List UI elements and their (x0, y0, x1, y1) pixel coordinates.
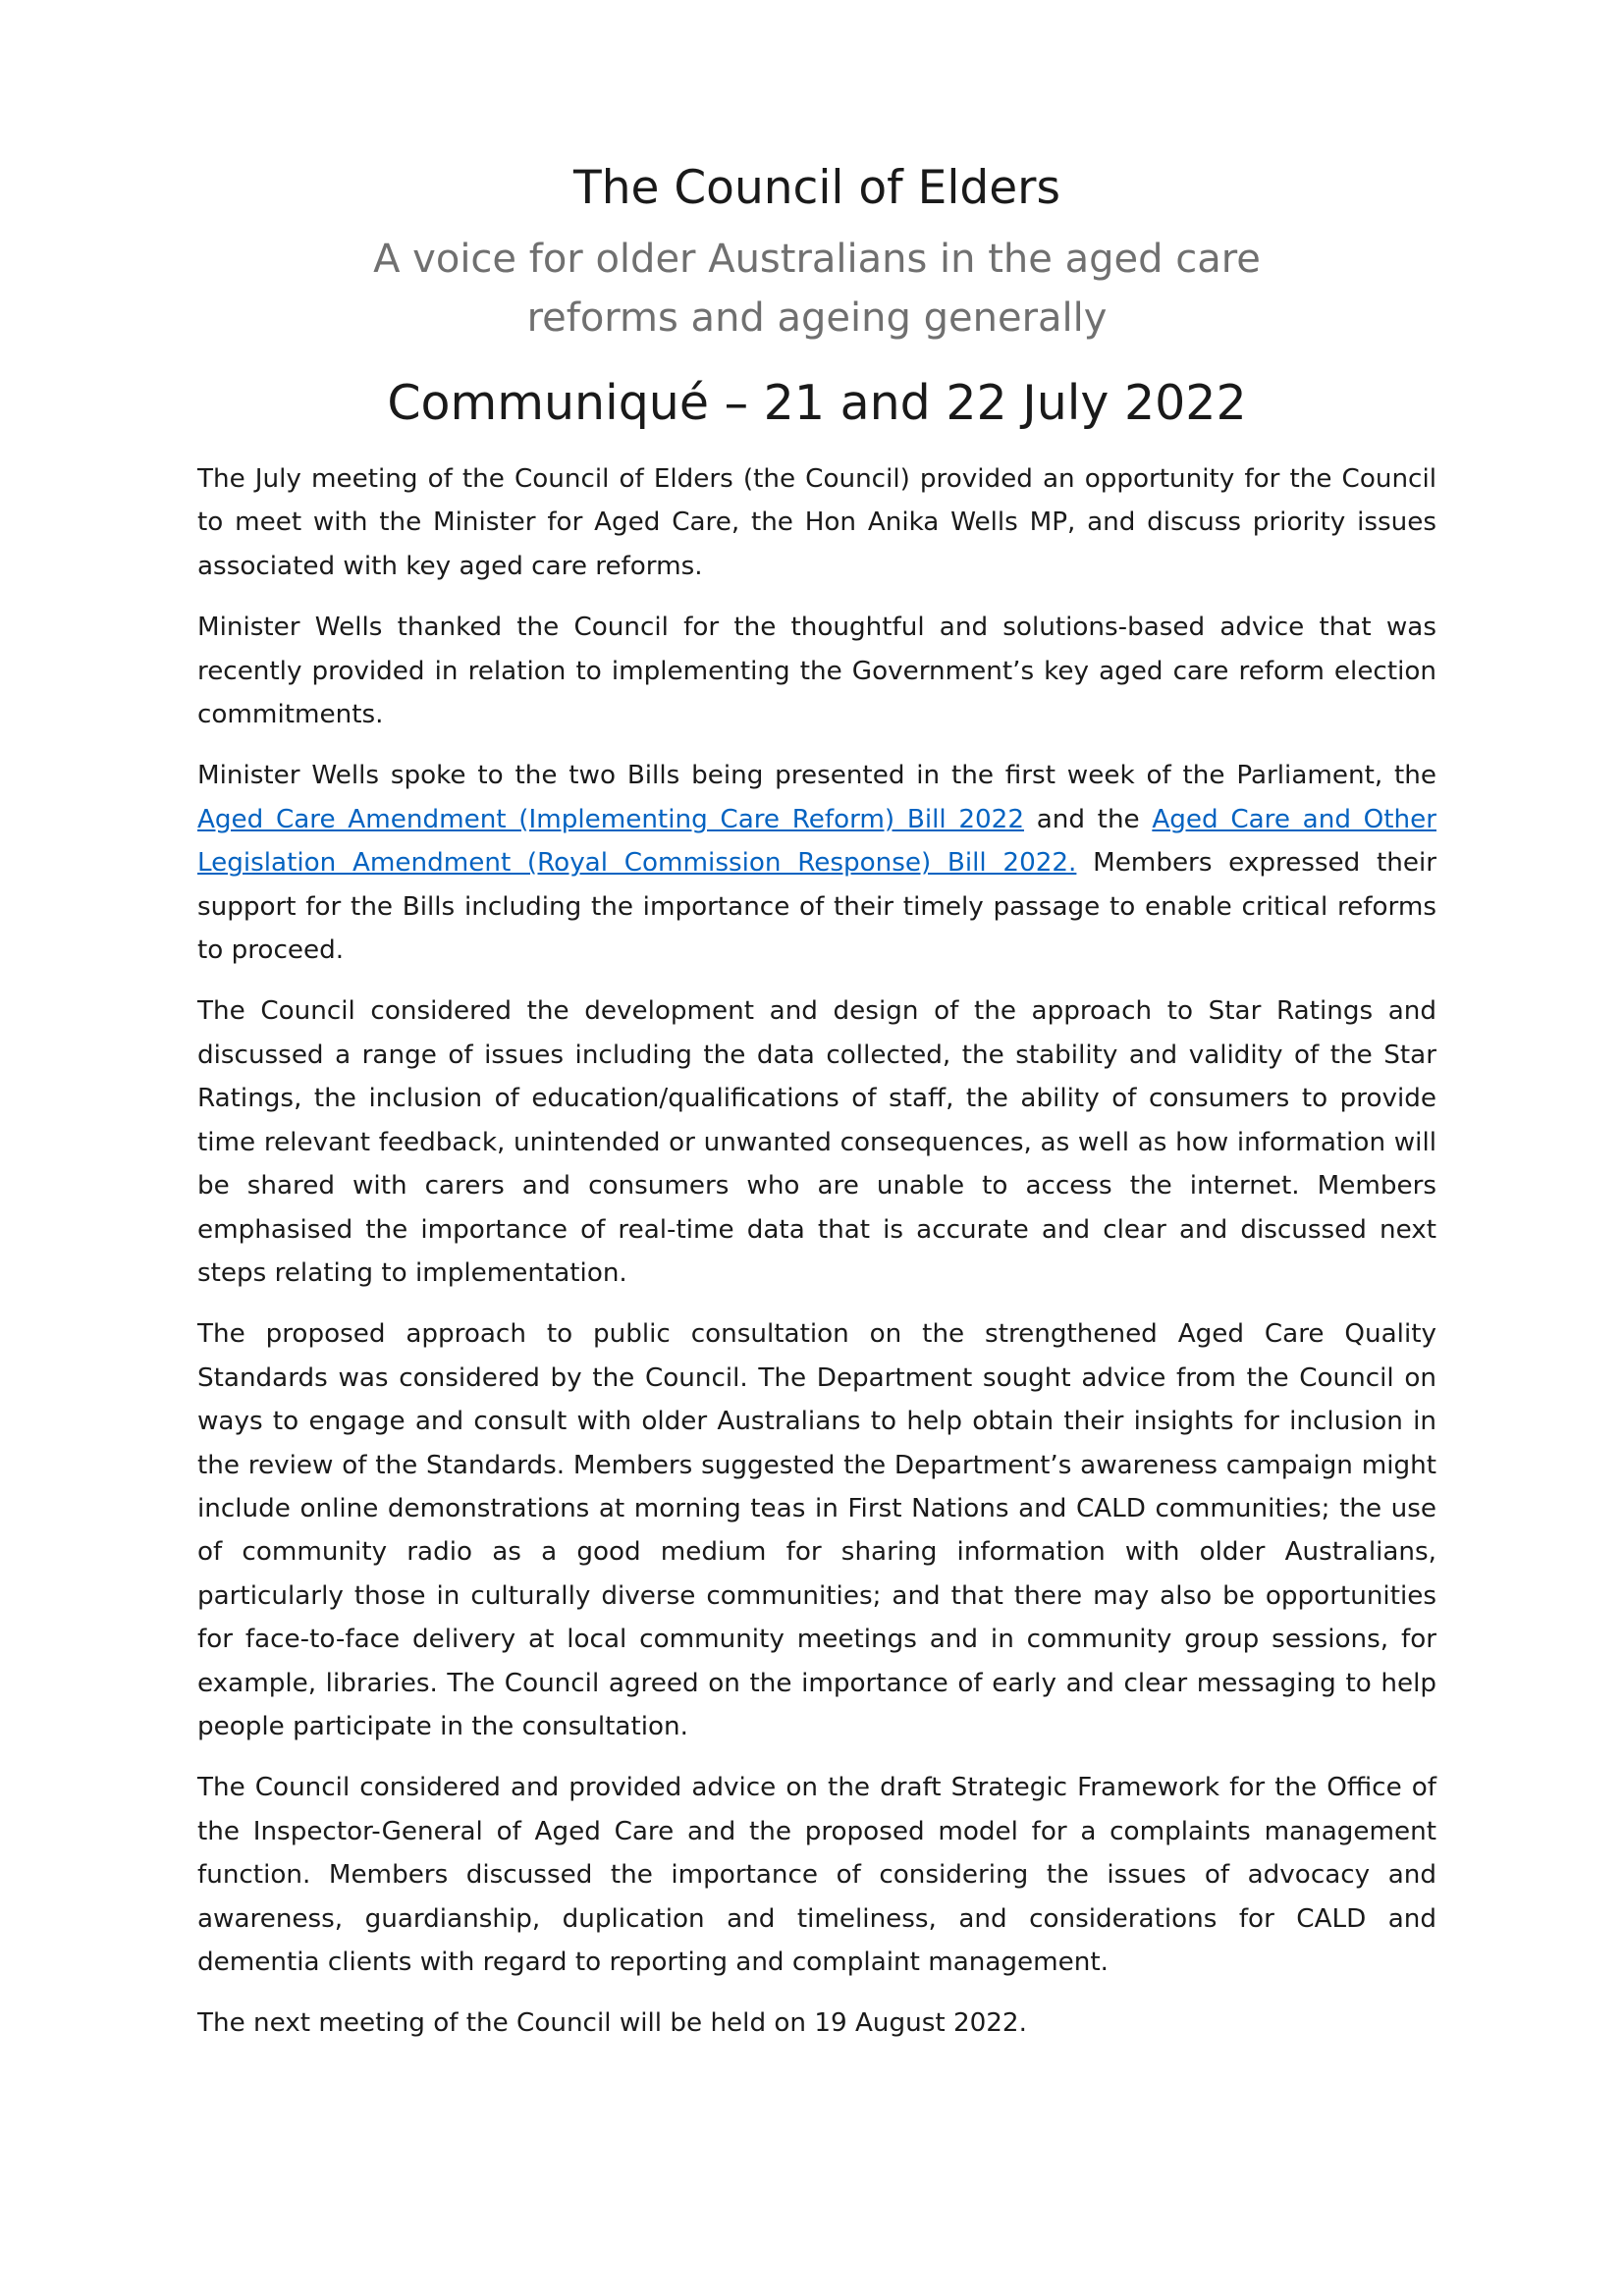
link-royal-commission-response-bill[interactable]: Aged Care and Other Legislation Amendment (Royal Commission Response) Bill 2022. (197, 804, 1436, 879)
subtitle-line-1: A voice for older Australians in the aged care (373, 237, 1261, 282)
link-implementing-care-reform-bill[interactable]: Aged Care Amendment (Implementing Care Reform) Bill 2022 (197, 804, 1024, 834)
paragraph-minister-thanks: Minister Wells thanked the Council for the thoughtful and solutions-based advice that was recently provided in relation to implementing the Government’s key aged care reform election commitments. (197, 613, 1436, 730)
paragraph-quality-standards: The proposed approach to public consultation on the strengthened Aged Care Quality Standards was considered by the Council. The Department sought advice from the Council on ways to engage and consult with older Australians to help obtain their insights for inclusion in the review of the Standards. Members suggested the Department’s awareness campaign might include online demonstrations at morning teas in First Nations and CALD communities; the use of community radio as a good medium for sharing information with older Australians, particularly those in culturally diverse communities; and that there may also be opportunities for face-to-face delivery at local community meetings and in community group sessions, for example, libraries. The Council agreed on the importance of early and clear messaging to help people participate in the consultation. (197, 1319, 1436, 1741)
paragraph-bills (197, 754, 1436, 972)
paragraph-inspector-general: The Council considered and provided advice on the draft Strategic Framework for the Office of the Inspector-General of Aged Care and the proposed model for a complaints management function. Members discussed the importance of considering the issues of advocacy and awareness, guardianship, duplication and timeliness, and considerations for CALD and dementia clients with regard to reporting and complaint management. (197, 1773, 1436, 1977)
document-subtitle (197, 230, 1436, 347)
subtitle-line-2: reforms and ageing generally (526, 295, 1108, 341)
paragraph-star-ratings: The Council considered the development and design of the approach to Star Ratings and discussed a range of issues including the data collected, the stability and validity of the Star Ratings, the inclusion of education/qualifications of staff, the ability of consumers to provide time relevant feedback, unintended or unwanted consequences, as well as how information will be shared with carers and consumers who are unable to access the internet. Members emphasised the importance of real-time data that is accurate and clear and discussed next steps relating to implementation. (197, 996, 1436, 1288)
bills-text-before: Minister Wells spoke to the two Bills being presented in the first week of the Parliament, the (197, 761, 1436, 791)
paragraph-next-meeting: The next meeting of the Council will be held on 19 August 2022. (197, 2008, 1027, 2039)
communique-heading: Communiqué – 21 and 22 July 2022 (387, 375, 1247, 431)
bills-text-middle: and the (1024, 804, 1153, 834)
document-title: The Council of Elders (573, 161, 1060, 215)
document-body (197, 457, 1436, 2046)
bills-text-after: Members expressed their support for the Bills including the importance of their timely passage to enable critical reforms to proceed. (197, 848, 1436, 966)
paragraph-intro: The July meeting of the Council of Elders (the Council) provided an opportunity for the Council to meet with the Minister for Aged Care, the Hon Anika Wells MP, and discuss priority issues associated with key aged care reforms. (197, 464, 1436, 581)
